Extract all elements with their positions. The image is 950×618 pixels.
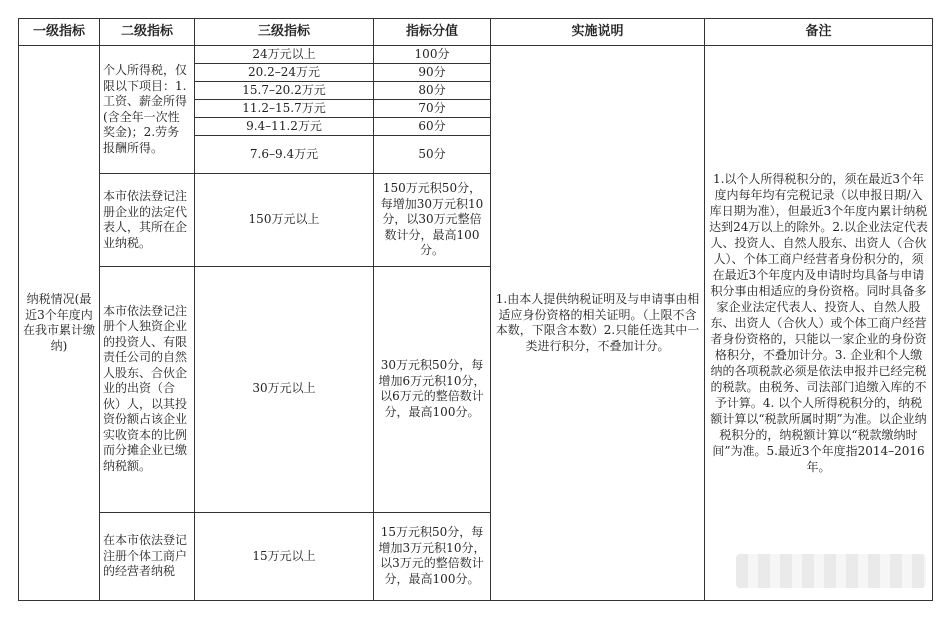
income-score-cell: 80分 <box>374 82 491 100</box>
header-implementation: 实施说明 <box>491 19 705 46</box>
scoring-table-page <box>18 18 932 601</box>
enterprise-rep-score: 150万元积50分，每增加30万元积10分，以30万元整倍数计分，最高100分。 <box>374 174 491 266</box>
header-level2: 二级指标 <box>100 19 195 46</box>
header-level3: 三级指标 <box>195 19 374 46</box>
blurred-watermark <box>736 554 926 588</box>
enterprise-rep-level2: 本市依法登记注册企业的法定代表人，其所在企业纳税。 <box>100 174 195 266</box>
table-row <box>19 46 933 64</box>
income-tax-level2: 个人所得税，仅限以下项目：1.工资、薪金所得(含全年一次性奖金)；2.劳务报酬所得。 <box>100 46 195 174</box>
income-range-cell: 9.4–11.2万元 <box>195 118 374 136</box>
individual-business-score: 15万元积50分，每增加3万元积10分，以3万元的整倍数计分，最高100分。 <box>374 512 491 600</box>
income-range-cell: 11.2–15.7万元 <box>195 100 374 118</box>
income-range-cell: 24万元以上 <box>195 46 374 64</box>
income-score-cell: 50分 <box>374 136 491 174</box>
income-range-cell: 15.7–20.2万元 <box>195 82 374 100</box>
income-score-cell: 90分 <box>374 64 491 82</box>
enterprise-rep-range: 150万元以上 <box>195 174 374 266</box>
investor-level2: 本市依法登记注册个人独资企业的投资人、有限责任公司的自然人股东、合伙企业的出资（合伙）人，以其投资份额占该企业实收资本的比例而分摊企业已缴纳税额。 <box>100 266 195 512</box>
income-range-cell: 7.6–9.4万元 <box>195 136 374 174</box>
implementation-cell: 1.由本人提供纳税证明及与申请事由相适应身份资格的相关证明。（上限不含本数，下限含本数）2.只能任选其中一类进行积分，不叠加计分。 <box>491 46 705 601</box>
header-row <box>19 19 933 46</box>
header-notes: 备注 <box>705 19 933 46</box>
level1-cell: 纳税情况(最近3个年度内在我市累计缴纳) <box>19 46 100 601</box>
investor-score: 30万元积50分，每增加6万元积10分，以6万元的整倍数计分，最高100分。 <box>374 266 491 512</box>
income-score-cell: 100分 <box>374 46 491 64</box>
notes-cell: 1.以个人所得税积分的，须在最近3个年度内每年均有完税记录（以申报日期/入库日期为准），但最近3个年度内累计纳税达到24万以上的除外。2.以企业法定代表人、投资人、自然人股东、出资人（合伙人）、个体工商户经营者身份积分的，须在最近3个年度内及申请时均具备与申请积分事由相适应的身份资格。同时具备多家企业法定代表人、投资人、自然人股东、出资人（合伙人）或个体工商户经营者身份资格的，只能以一家企业的身份资格积分，不叠加计分。3. 企业和个人缴纳的各项税款必须是依法申报并已经完税的税款。由税务、司法部门追缴入库的不予计算。4. 以个人所得税积分的，纳税额计算以“税款所属时期”为准。以企业纳税积分的，纳税额计算以“税款缴纳时间”为准。5.最近3个年度指2014–2016年。 <box>705 46 933 601</box>
individual-business-range: 15万元以上 <box>195 512 374 600</box>
individual-business-level2: 在本市依法登记注册个体工商户的经营者纳税 <box>100 512 195 600</box>
tax-scoring-table <box>18 18 933 601</box>
income-range-cell: 20.2–24万元 <box>195 64 374 82</box>
income-score-cell: 60分 <box>374 118 491 136</box>
header-level1: 一级指标 <box>19 19 100 46</box>
header-score: 指标分值 <box>374 19 491 46</box>
investor-range: 30万元以上 <box>195 266 374 512</box>
income-score-cell: 70分 <box>374 100 491 118</box>
